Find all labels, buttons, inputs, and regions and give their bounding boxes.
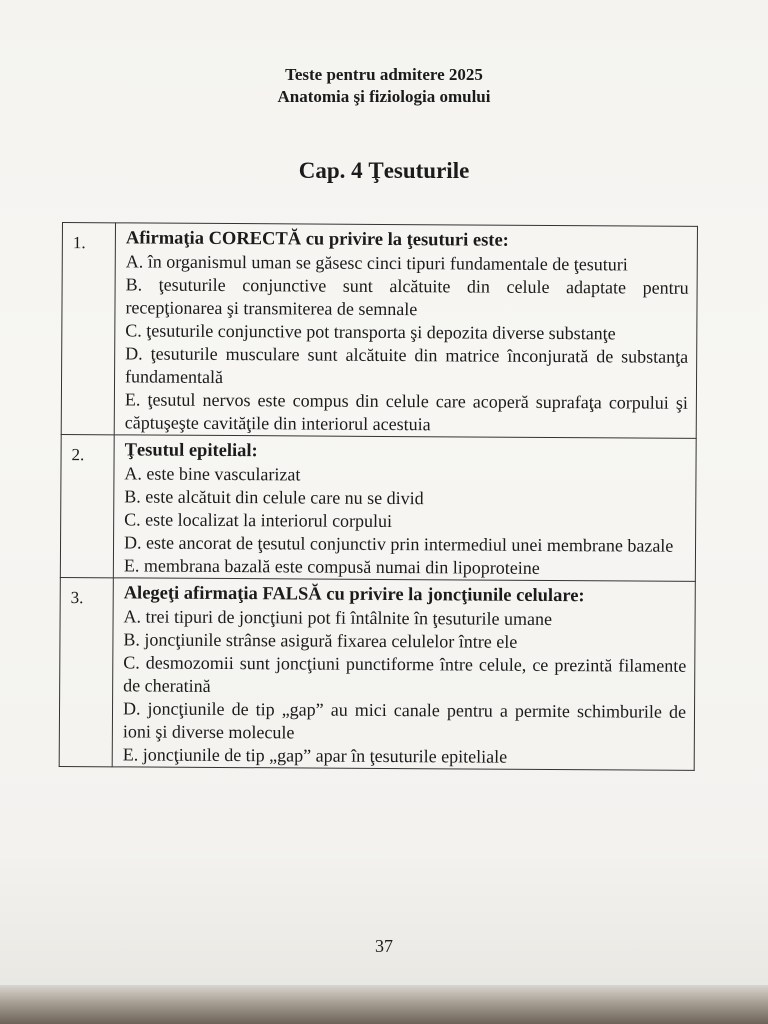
page-number: 37 xyxy=(375,936,393,956)
running-header-subject: Anatomia şi fiziologia omului xyxy=(277,87,491,106)
answer-option: B. joncţiunile strânse asigură fixarea celulelor între ele xyxy=(123,629,518,652)
question-title: Alegeţi afirmaţia FALSĂ cu privire la joncţiunile celulare: xyxy=(123,583,585,607)
answer-option: E. joncţiunile de tip „gap” apar în ţesuturile epiteliale xyxy=(122,744,508,767)
answer-option: B. ţesuturile conjunctive sunt alcătuite din celule adaptate pentru recepţionarea şi transmiterea de semnale xyxy=(125,274,689,320)
question-title: Afirmaţia CORECTĂ cu privire la ţesuturi este: xyxy=(125,228,509,251)
answer-option: A. trei tipuri de joncţiuni pot fi întâlnite în ţesuturile umane xyxy=(123,606,553,630)
answer-option: C. ţesuturile conjunctive pot transporta şi depozita diverse substanţe xyxy=(125,320,616,344)
answer-option: C. este localizat la interiorul corpului xyxy=(124,509,393,532)
question-number: 1. xyxy=(61,223,115,435)
answer-option: E. ţesutul nervos este compus din celule care acoperă suprafaţa corpului şi căptuşeşte cavităţile din interiorul acestuia xyxy=(124,389,688,435)
question-row xyxy=(61,223,697,439)
questions-table xyxy=(59,222,698,771)
question-row xyxy=(59,577,695,770)
answer-option: B. este alcătuit din celule care nu se divid xyxy=(124,486,424,509)
answer-option: E. membrana bazală este compusă numai din lipoproteine xyxy=(123,555,540,578)
answer-option: D. joncţiunile de tip „gap” au mici canale pentru a permite schimburile de ioni şi diverse molecule xyxy=(122,698,687,743)
answer-option: A. în organismul uman se găsesc cinci tipuri fundamentale de ţesuturi xyxy=(125,251,628,275)
answer-option: C. desmozomii sunt joncţiuni punctiforme între celule, ce prezintă filamente de cheratină xyxy=(123,652,687,696)
answer-option: D. ţesuturile musculare sunt alcătuite din matrice înconjurată de substanţa fundamentală xyxy=(124,343,689,387)
question-number: 3. xyxy=(59,577,113,766)
answer-option: D. este ancorat de ţesutul conjunctiv prin intermediul unei membrane bazale xyxy=(123,532,674,556)
question-title: Ţesutul epitelial: xyxy=(124,440,258,462)
question-number: 2. xyxy=(60,434,114,577)
question-body xyxy=(113,435,696,582)
question-row xyxy=(60,434,696,581)
question-body xyxy=(114,223,697,439)
chapter-title: Cap. 4 Ţesuturile xyxy=(298,158,470,183)
desk-surface xyxy=(0,985,768,1024)
question-body xyxy=(112,578,695,771)
answer-option: A. este bine vascularizat xyxy=(124,463,301,485)
running-header-title: Teste pentru admitere 2025 xyxy=(285,65,483,84)
